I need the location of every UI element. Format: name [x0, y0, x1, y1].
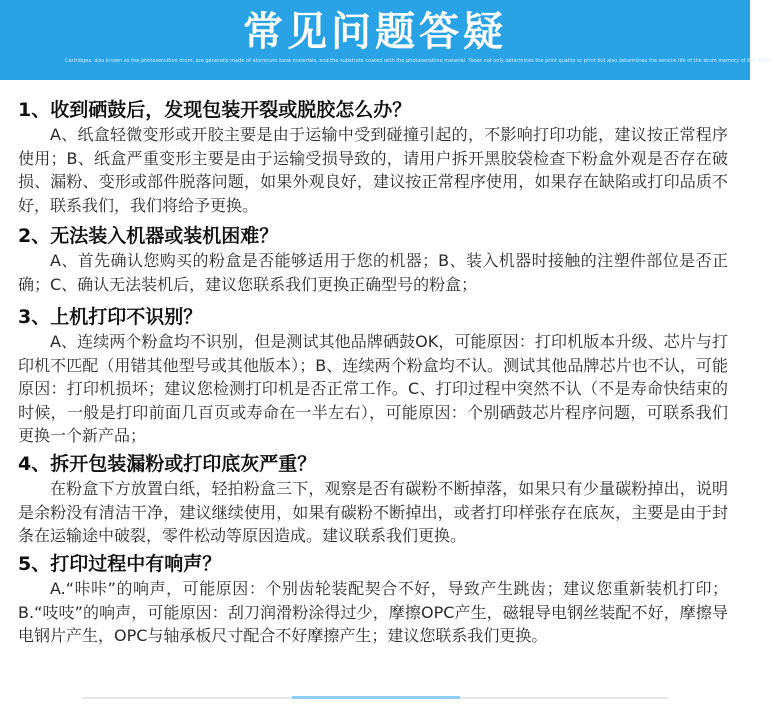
page-title: 常见问题答疑	[243, 9, 507, 55]
faq-answer: A、纸盒轻微变形或开胶主要是由于运输中受到碰撞引起的，不影响打印功能，建议按正常程序使用；B、纸盒严重变形主要是由于运输受损导致的，请用户拆开黑胶袋检查下粉盒外观是否存在破损、漏粉、变形或部件脱落问题，如果外观良好，建议按正常程序使用，如果存在缺陷或打印品质不好，联系我们，我们将给予更换。	[18, 125, 728, 215]
faq-question: 2、无法装入机器或装机困难？	[18, 225, 279, 247]
header-banner	[0, 0, 772, 80]
faq-answer: 在粉盒下方放置白纸，轻拍粉盒三下，观察是否有碳粉不断掉落，如果只有少量碳粉掉出，说明是余粉没有清洁干净，建议继续使用，如果有碳粉不断掉出，或者打印样张存在底灰，主要是由于封条在运输途中破裂，零件松动等原因造成。建议联系我们更换。	[18, 479, 728, 545]
faq-question: 5、打印过程中有响声？	[18, 553, 222, 575]
faq-answer: A.“咔咔”的响声，可能原因：个别齿轮装配契合不好，导致产生跳齿；建议您重新装机打印；B.“吱吱”的响声，可能原因：刮刀润滑粉涂得过少，摩擦OPC产生，磁辊导电钢丝装配不好，摩擦导电钢片产生，OPC与轴承板尺寸配合不好摩擦产生；建议您联系我们更换。	[18, 579, 728, 645]
faq-answer: A、首先确认您购买的粉盒是否能够适用于您的机器；B、装入机器时接触的注塑件部位是否正确；C、确认无法装机后，建议您联系我们更换正确型号的粉盒；	[18, 251, 728, 294]
faq-item-5	[18, 551, 728, 648]
bottom-divider-accent	[292, 696, 460, 699]
page-subtitle: Cartridges, also known as the photosensitive drum, are generally made of aluminum base materials, and the substrate coated with the photosensitive material. Toner not only determines the print quality or print but also determines the service life of the drum memory of the drum.	[65, 58, 772, 64]
faq-question: 4、拆开包装漏粉或打印底灰严重？	[18, 453, 317, 475]
faq-item-3	[18, 304, 728, 448]
faq-answer: A、连续两个粉盒均不识别，但是测试其他品牌硒鼓OK，可能原因：打印机版本升级、芯片与打印机不匹配（用错其他型号或其他版本）；B、连续两个粉盒均不认。测试其他品牌芯片也不认，可能原因：打印机损坏；建议您检测打印机是否正常工作。C、打印过程中突然不认（不是寿命快结束的时候，一般是打印前面几百页或寿命在一半左右），可能原因：个别硒鼓芯片程序问题，可联系我们更换一个新产品；	[18, 332, 728, 445]
faq-item-1	[18, 97, 728, 217]
faq-item-2	[18, 223, 728, 296]
faq-question: 1、收到硒鼓后，发现包装开裂或脱胶怎么办？	[18, 99, 412, 121]
faq-item-4	[18, 451, 728, 548]
faq-question: 3、上机打印不识别？	[18, 306, 203, 328]
